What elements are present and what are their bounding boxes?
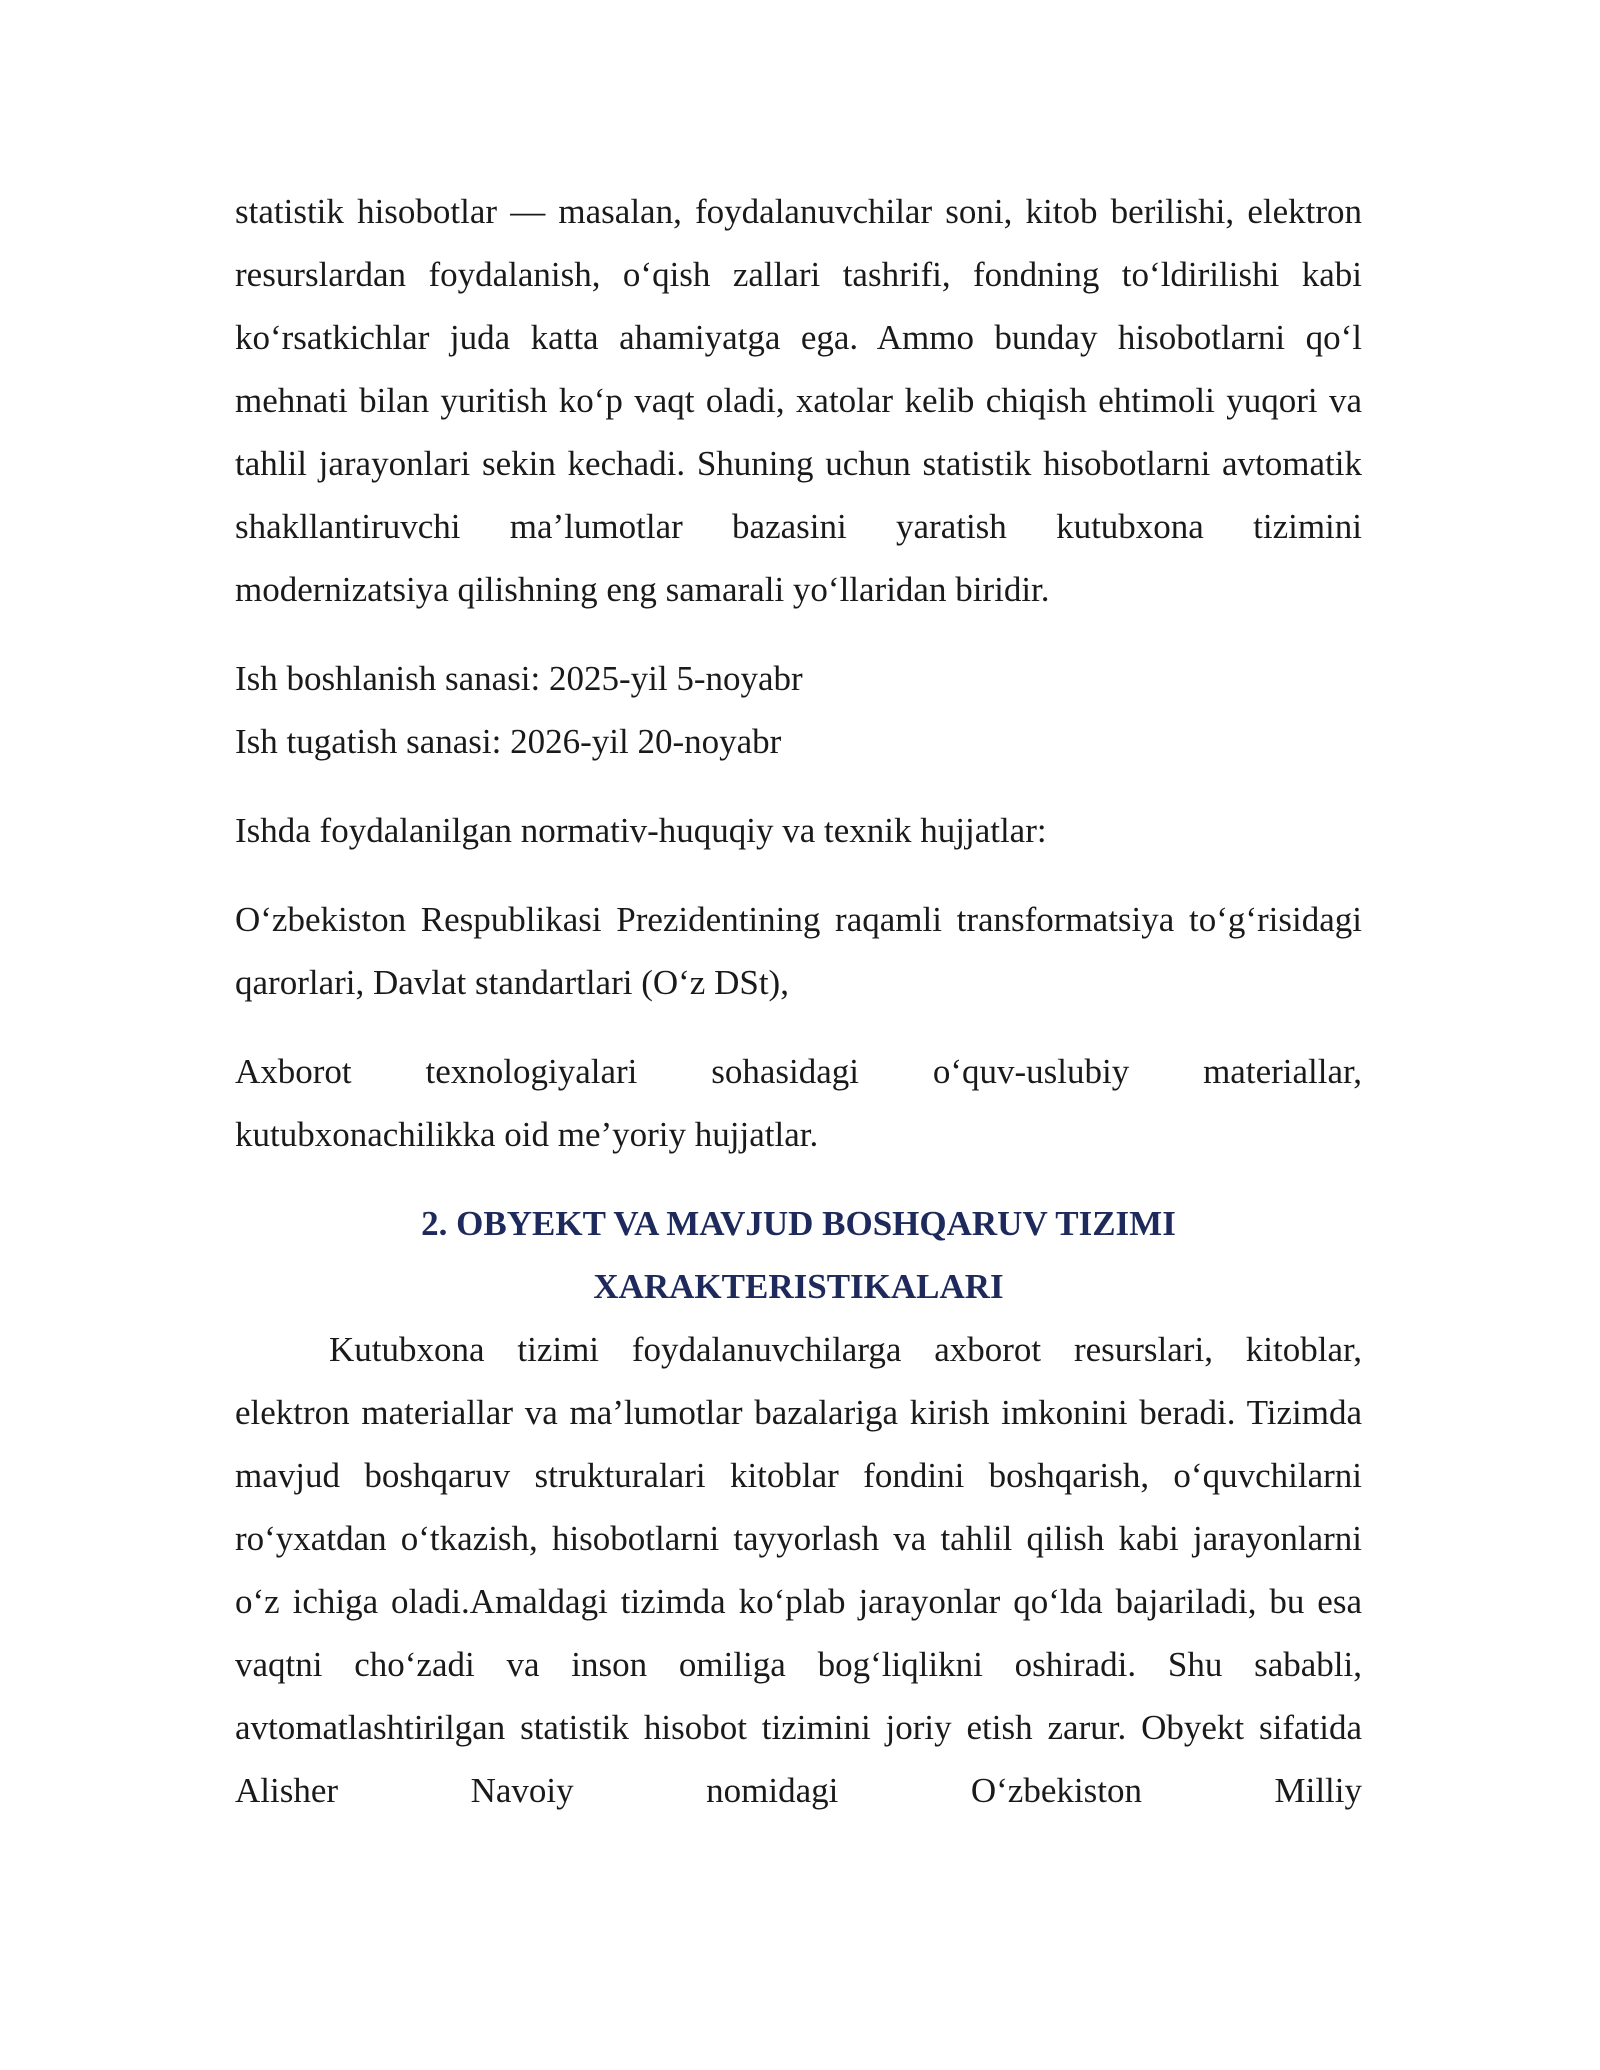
body-paragraph-library-system: Kutubxona tizimi foydalanuvchilarga axborot resurslari, kitoblar, elektron materiallar va ma’lumotlar bazalariga kirish imkonini beradi. Tizimda mavjud boshqaruv strukturalari kitoblar fondini boshqarish, o‘quvchilarni ro‘yxatdan o‘tkazish, hisobotlarni tayyorlash va tahlil qilish kabi jarayonlarni o‘z ichiga oladi.Amaldagi tizimda ko‘plab jarayonlar qo‘lda bajariladi, bu esa vaqtni cho‘zadi va inson omiliga bog‘liqlikni oshiradi. Shu sababli, avtomatlashtirilgan statistik hisobot tizimini joriy etish zarur. Obyekt sifatida Alisher Navoiy nomidagi O‘zbekiston Milliy xyxy=(235,1330,1362,1810)
document-item-decrees: O‘zbekiston Respublikasi Prezidentining raqamli transformatsiya to‘g‘risidagi qarorlari, Davlat standartlari (O‘z DSt), xyxy=(235,900,1362,1002)
body-paragraph-statistics: statistik hisobotlar — masalan, foydalanuvchilar soni, kitob berilishi, elektron resurslardan foydalanish, o‘qish zallari tashrifi, fondning to‘ldirilishi kabi ko‘rsatkichlar juda katta ahamiyatga ega. Ammo bunday hisobotlarni qo‘l mehnati bilan yuritish ko‘p vaqt oladi, xatolar kelib chiqish ehtimoli yuqori va tahlil jarayonlari sekin kechadi. Shuning uchun statistik hisobotlarni avtomatik shakllantiruvchi ma’lumotlar bazasini yaratish kutubxona tizimini modernizatsiya qilishning eng samarali yo‘llaridan biridir. xyxy=(235,192,1362,609)
document-page xyxy=(235,180,1362,1822)
document-item-materials: Axborot texnologiyalari sohasidagi o‘quv-uslubiy materiallar, kutubxonachilikka oid me’yoriy hujjatlar. xyxy=(235,1052,1362,1154)
documents-intro: Ishda foydalanilgan normativ-huquqiy va texnik hujjatlar: xyxy=(235,811,1047,850)
section-heading-line-1: 2. OBYEKT VA MAVJUD BOSHQARUV TIZIMI xyxy=(421,1204,1176,1243)
section-heading-line-2: XARAKTERISTIKALARI xyxy=(593,1267,1004,1306)
section-heading xyxy=(235,1192,1362,1318)
start-date-line: Ish boshlanish sanasi: 2025-yil 5-noyabr xyxy=(235,659,803,698)
end-date-line: Ish tugatish sanasi: 2026-yil 20-noyabr xyxy=(235,722,782,761)
work-dates xyxy=(235,647,1362,773)
